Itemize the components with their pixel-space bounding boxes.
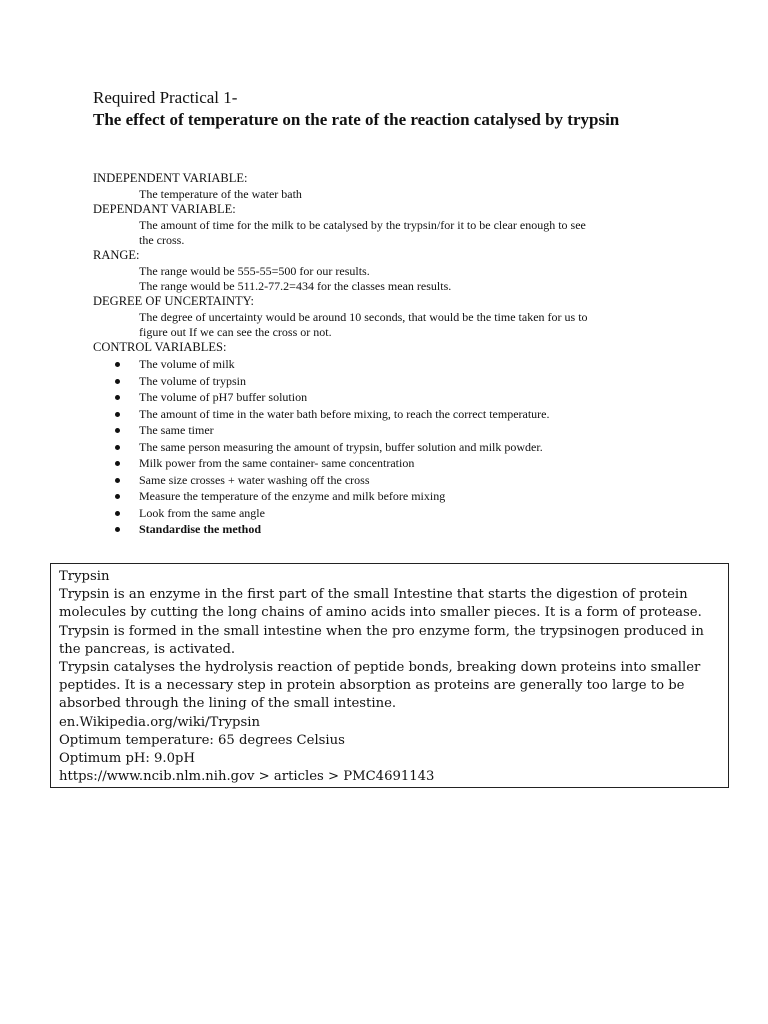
practical-number: Required Practical 1- xyxy=(93,88,238,107)
list-item-text: Milk power from the same container- same concentration xyxy=(139,456,415,470)
uncertainty-text-2: figure out If we can see the cross or not. xyxy=(139,325,332,339)
bullet-icon xyxy=(115,478,120,483)
independent-variable-heading: INDEPENDENT VARIABLE: xyxy=(93,171,248,185)
bullet-icon xyxy=(115,395,120,400)
bullet-icon xyxy=(115,494,120,499)
ncbi-reference: https://www.ncib.nlm.nih.gov > articles > PMC4691143 xyxy=(59,769,435,785)
range-text-1: The range would be 555-55=500 for our results. xyxy=(139,264,370,278)
dependant-variable-text-1: The amount of time for the milk to be catalysed by the trypsin/for it to be clear enough to see xyxy=(139,218,586,232)
uncertainty-text-1: The degree of uncertainty would be around 10 seconds, that would be the time taken for us to xyxy=(139,310,588,324)
info-box-line: molecules by cutting the long chains of amino acids into smaller pieces. It is a form of protease. xyxy=(59,605,702,621)
uncertainty-heading: DEGREE OF UNCERTAINTY: xyxy=(93,294,254,308)
bullet-icon xyxy=(115,461,120,466)
list-item-text: The amount of time in the water bath before mixing, to reach the correct temperature. xyxy=(139,406,550,421)
dependant-variable-text-2: the cross. xyxy=(139,233,185,247)
range-heading: RANGE: xyxy=(93,248,140,262)
bullet-icon xyxy=(115,511,120,516)
list-item xyxy=(93,373,693,390)
info-box-title: Trypsin xyxy=(59,569,110,584)
bullet-icon xyxy=(115,362,120,367)
bullet-icon xyxy=(115,428,120,433)
info-box-line: the pancreas, is activated. xyxy=(59,641,236,657)
list-item-text: Measure the temperature of the enzyme and milk before mixing xyxy=(139,489,446,503)
list-item xyxy=(93,472,693,489)
list-item-text: The volume of pH7 buffer solution xyxy=(139,390,308,404)
list-item xyxy=(93,406,693,423)
optimum-ph: Optimum pH: 9.0pH xyxy=(59,751,195,767)
list-item xyxy=(93,389,693,406)
list-item-text: The same timer xyxy=(139,423,214,437)
list-item-text: Same size crosses + water washing off the cross xyxy=(139,472,370,487)
list-item xyxy=(93,356,693,373)
control-variables-list xyxy=(93,356,693,538)
list-item-text: The volume of milk xyxy=(139,357,235,371)
optimum-temperature: Optimum temperature: 65 degrees Celsius xyxy=(59,732,345,748)
list-item-text: Look from the same angle xyxy=(139,505,265,520)
info-box-line: absorbed through the lining of the small intestine. xyxy=(59,696,397,712)
list-item xyxy=(93,521,693,538)
info-box-line: Trypsin is formed in the small intestine when the pro enzyme form, the trypsinogen produced in xyxy=(59,623,704,639)
list-item xyxy=(93,439,693,456)
info-box-line: peptides. It is a necessary step in protein absorption as proteins are generally too large to be xyxy=(59,678,685,694)
list-item xyxy=(93,455,693,472)
list-item xyxy=(93,422,693,439)
control-variables-heading: CONTROL VARIABLES: xyxy=(93,340,227,354)
list-item-text: The volume of trypsin xyxy=(139,373,246,388)
info-box-line: Trypsin is an enzyme in the first part of the small Intestine that starts the digestion of protein xyxy=(59,587,688,603)
dependant-variable-heading: DEPENDANT VARIABLE: xyxy=(93,202,236,216)
practical-title: The effect of temperature on the rate of the reaction catalysed by trypsin xyxy=(93,110,620,129)
bullet-icon xyxy=(115,445,120,450)
list-item-text: The same person measuring the amount of trypsin, buffer solution and milk powder. xyxy=(139,439,543,454)
list-item xyxy=(93,505,693,522)
bullet-icon xyxy=(115,412,120,417)
list-item xyxy=(93,488,693,505)
trypsin-info-box xyxy=(50,563,729,788)
wikipedia-reference: en.Wikipedia.org/wiki/Trypsin xyxy=(59,714,260,730)
bullet-icon xyxy=(115,527,120,532)
independent-variable-text: The temperature of the water bath xyxy=(139,187,302,201)
info-box-line: Trypsin catalyses the hydrolysis reaction of peptide bonds, breaking down proteins into smaller xyxy=(59,660,701,676)
list-item-text: Standardise the method xyxy=(139,522,262,536)
bullet-icon xyxy=(115,379,120,384)
range-text-2: The range would be 511.2-77.2=434 for the classes mean results. xyxy=(139,279,452,293)
